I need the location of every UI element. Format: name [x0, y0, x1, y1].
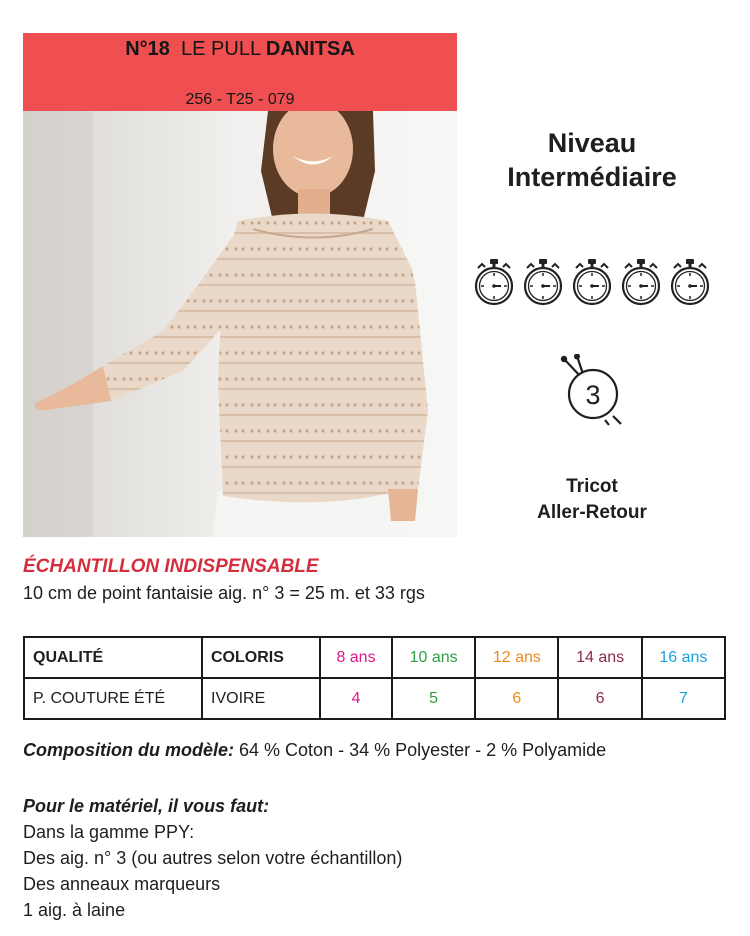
knitted-sweater-illustration — [23, 111, 457, 537]
pattern-name-prefix: LE PULL — [181, 38, 261, 60]
list-item: Dans la gamme PPY: — [23, 822, 195, 842]
pattern-name: DANITSA — [265, 38, 355, 60]
yarn-color: IVOIRE — [202, 678, 320, 719]
difficulty-level — [466, 126, 718, 194]
size-quantity: 6 — [475, 678, 558, 719]
stopwatch-icon — [668, 258, 712, 306]
size-quantity: 5 — [392, 678, 475, 719]
size-header: 12 ans — [475, 637, 558, 678]
size-quantity: 4 — [320, 678, 392, 719]
technique — [480, 474, 704, 526]
size-quantity: 6 — [558, 678, 641, 719]
size-header: 14 ans — [558, 637, 641, 678]
pattern-reference: 256 - T25 - 079 — [185, 91, 295, 108]
stopwatch-icon — [570, 258, 614, 306]
gauge-text: 10 cm de point fantaisie aig. n° 3 = 25 m. et 33 rgs — [23, 583, 425, 603]
header-color: COLORIS — [202, 637, 320, 678]
composition-value: 64 % Coton - 34 % Polyester - 2 % Polyamide — [239, 740, 607, 760]
header-quality: QUALITÉ — [24, 637, 202, 678]
yarn-table — [23, 636, 726, 720]
table-header-row — [24, 637, 725, 678]
composition-label: Composition du modèle: — [23, 740, 234, 760]
technique-line-2: Aller-Retour — [537, 502, 647, 523]
knitting-needles-icon — [555, 354, 627, 426]
difficulty-timers — [472, 258, 712, 306]
list-item: Des aig. n° 3 (ou autres selon votre échantillon) — [23, 848, 403, 868]
yarn-quality: P. COUTURE ÉTÉ — [24, 678, 202, 719]
stopwatch-icon — [521, 258, 565, 306]
pattern-number: N°18 — [125, 38, 170, 60]
stopwatch-icon — [472, 258, 516, 306]
size-header: 16 ans — [642, 637, 725, 678]
gauge-title: ÉCHANTILLON INDISPENSABLE — [23, 556, 319, 577]
stopwatch-icon — [619, 258, 663, 306]
size-header: 8 ans — [320, 637, 392, 678]
size-quantity: 7 — [642, 678, 725, 719]
model-photo — [23, 111, 457, 537]
list-item: Des anneaux marqueurs — [23, 874, 221, 894]
list-item: 1 aig. à laine — [23, 900, 126, 920]
level-value: Intermédiaire — [507, 162, 677, 192]
pattern-header — [23, 33, 457, 111]
level-label: Niveau — [547, 128, 637, 158]
pattern-title — [23, 38, 457, 61]
composition — [23, 740, 606, 761]
technique-line-1: Tricot — [566, 476, 618, 497]
material-title: Pour le matériel, il vous faut: — [23, 796, 270, 816]
size-header: 10 ans — [392, 637, 475, 678]
table-row — [24, 678, 725, 719]
needle-size-value: 3 — [585, 380, 601, 410]
material-list — [23, 793, 402, 923]
